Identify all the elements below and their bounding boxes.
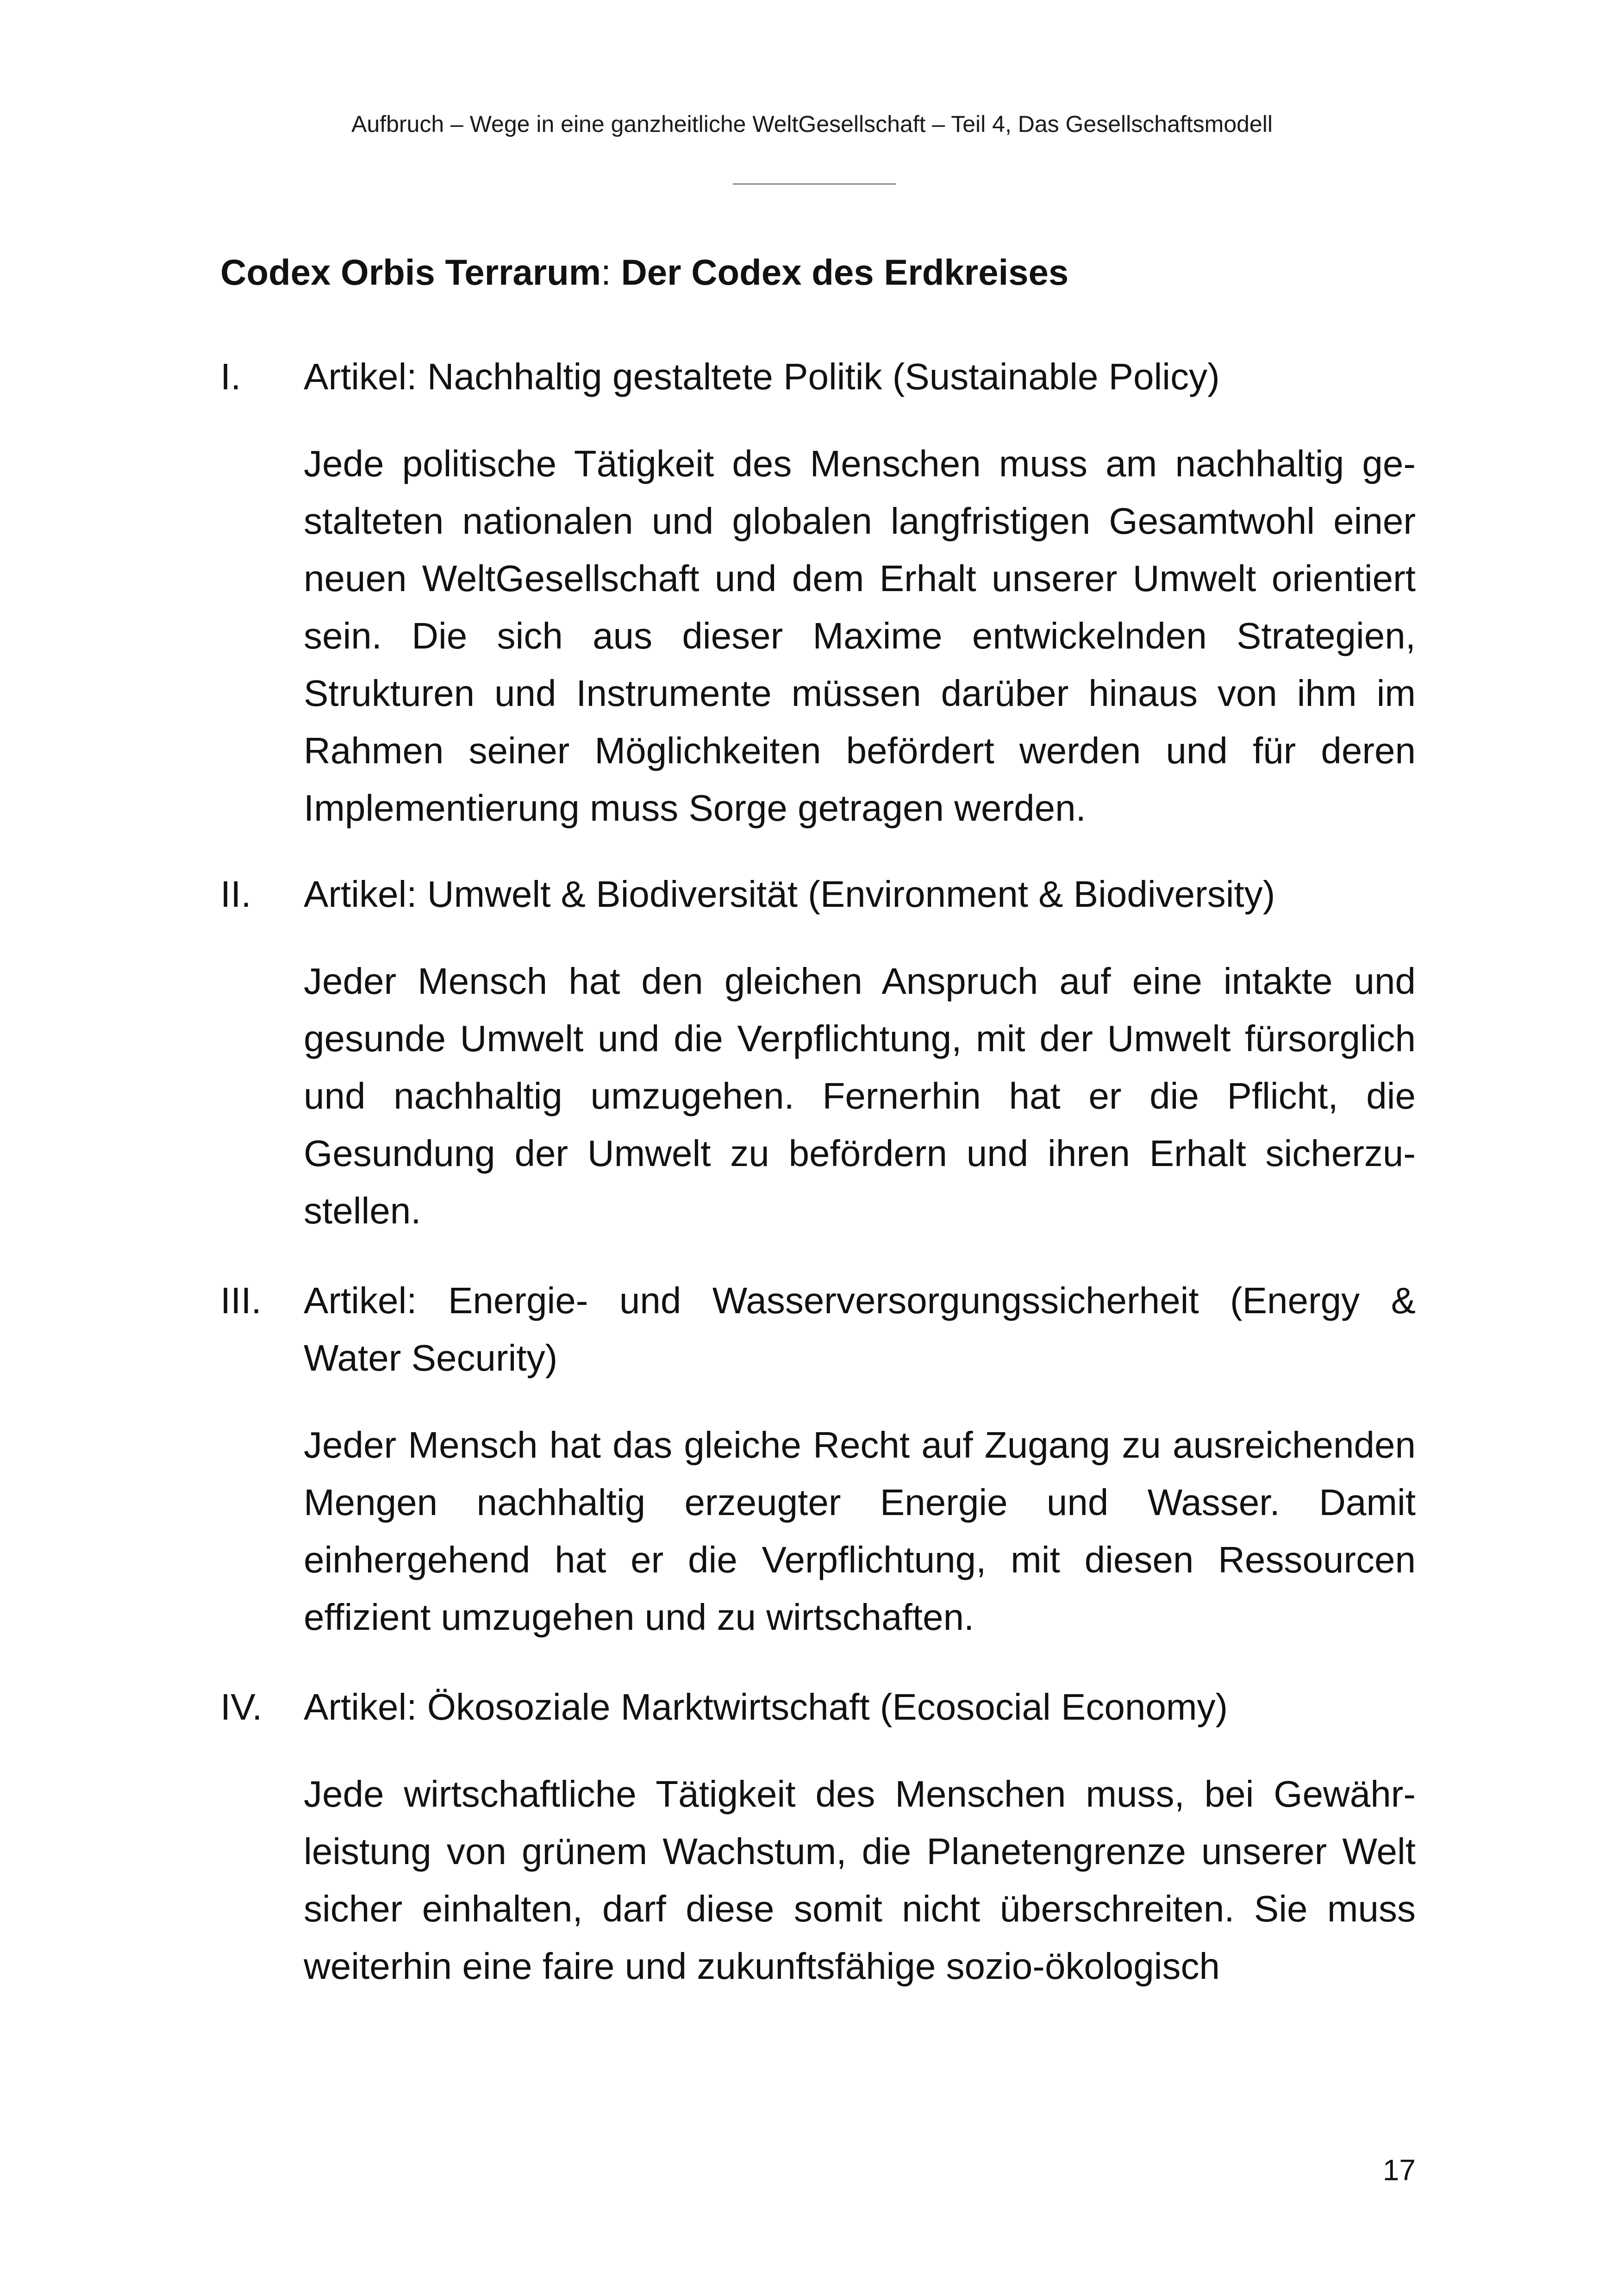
article-body: Jeder Mensch hat den gleichen Anspruch auf eine intakte und gesunde Umwelt und die Verpflichtung, mit der Umwelt fürsorglich und nachhaltig umzugehen. Fernerhin hat er die Pflicht, die Gesundung der Umwelt zu befördern und ihren Erhalt sicherzustellen. — [304, 960, 1416, 1231]
article-title — [220, 1678, 1416, 1736]
article-title-text: Artikel: Nachhaltig gestaltete Politik (Sustainable Policy) — [304, 356, 1220, 397]
article-1 — [220, 348, 1416, 837]
article-numeral: IV. — [220, 1686, 262, 1727]
header-divider — [733, 183, 896, 185]
running-header: Aufbruch – Wege in eine ganzheitliche WeltGesellschaft – Teil 4, Das Gesellschaftsmodell — [351, 111, 1273, 137]
heading-subtitle: Der Codex des Erdkreises — [611, 252, 1069, 293]
article-title-text: Artikel: Umwelt & Biodiversität (Environment & Biodiversity) — [304, 873, 1275, 915]
heading-title: Codex Orbis Terrarum — [220, 252, 601, 293]
article-numeral: III. — [220, 1280, 262, 1321]
article-title — [220, 348, 1416, 405]
heading-colon: : — [601, 252, 611, 293]
article-4 — [220, 1678, 1416, 1995]
page-number: 17 — [1382, 2153, 1416, 2187]
article-title-text: Artikel: Ökosoziale Marktwirtschaft (Ecosocial Economy) — [304, 1686, 1228, 1727]
article-numeral: I. — [220, 356, 241, 397]
article-numeral: II. — [220, 873, 251, 915]
article-body: Jede wirtschaftliche Tätigkeit des Menschen muss, bei Gewährleistung von grünem Wachstum, die Planetengrenze unserer Welt sicher einhalten, darf diese somit nicht überschreiten. Sie muss weiterhin eine faire und zukunftsfähige sozio-ökologisch — [304, 1773, 1416, 1987]
article-body: Jeder Mensch hat das gleiche Recht auf Zugang zu ausreichenden Mengen nachhaltig erzeugter Energie und Wasser. Damit einhergehend hat er die Verpflichtung, mit diesen Ressourcen effizient umzugehen und zu wirtschaften. — [304, 1424, 1416, 1638]
article-title-text: Artikel: Energie- und Wasserversorgungssicherheit (Energy & Water Security) — [304, 1280, 1416, 1378]
article-3 — [220, 1272, 1416, 1646]
section-heading — [220, 250, 1068, 294]
article-2 — [220, 866, 1416, 1240]
article-body: Jede politische Tätigkeit des Menschen muss am nachhaltig gestalteten nationalen und globalen langfristigen Gesamtwohl einer neuen WeltGesellschaft und dem Erhalt unserer Umwelt orientiert sein. Die sich aus dieser Maxime entwickelnden Strategien, Strukturen und Instrumente müssen darüber hinaus von ihm im Rahmen seiner Möglichkeiten befördert werden und für deren Implementierung muss Sorge getragen werden. — [304, 443, 1416, 829]
article-title — [220, 1272, 1416, 1387]
article-title — [220, 866, 1416, 923]
